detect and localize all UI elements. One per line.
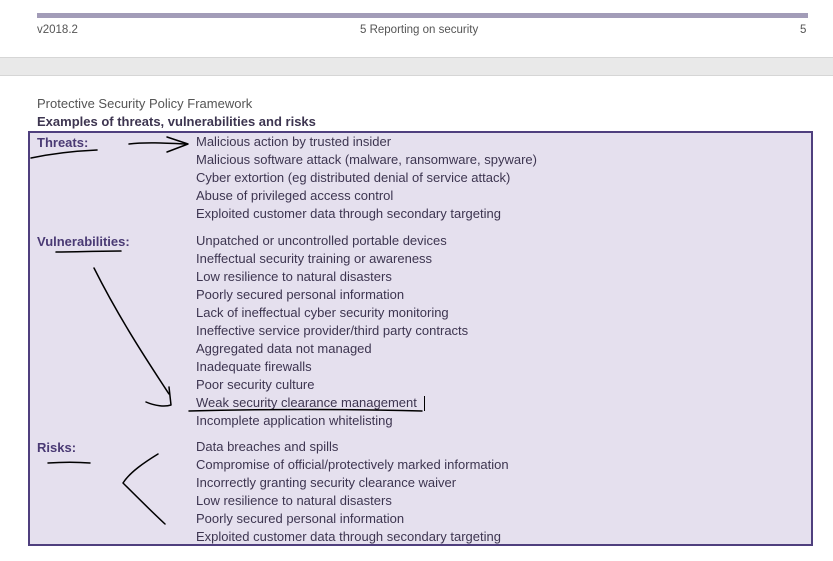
- list-item: Exploited customer data through secondary targeting: [196, 529, 501, 544]
- list-item: Incomplete application whitelisting: [196, 413, 393, 428]
- version-label: v2018.2: [37, 24, 78, 36]
- threats-label: Threats:: [37, 135, 89, 150]
- page-number: 5: [800, 24, 807, 36]
- page-break-band: [0, 57, 833, 76]
- list-item: Cyber extortion (eg distributed denial of service attack): [196, 170, 511, 185]
- risks-label: Risks:: [37, 440, 77, 455]
- list-item: Ineffectual security training or awareness: [196, 251, 433, 266]
- list-item: Poor security culture: [196, 377, 315, 392]
- list-item: Data breaches and spills: [196, 439, 339, 454]
- list-item: Exploited customer data through secondary targeting: [196, 206, 501, 221]
- section-title: 5 Reporting on security: [360, 24, 479, 36]
- list-item: Abuse of privileged access control: [196, 188, 394, 203]
- list-item: Unpatched or uncontrolled portable devices: [196, 233, 447, 248]
- list-item: Ineffective service provider/third party contracts: [196, 323, 469, 338]
- risks-list: [196, 438, 509, 546]
- list-item: Malicious software attack (malware, ransomware, spyware): [196, 152, 537, 167]
- list-item: Lack of ineffectual cyber security monitoring: [196, 305, 449, 320]
- list-item: Poorly secured personal information: [196, 511, 405, 526]
- list-item: Inadequate firewalls: [196, 359, 312, 374]
- threats-list: [196, 133, 537, 223]
- document-subtitle: Examples of threats, vulnerabilities and risks: [37, 114, 316, 129]
- list-item: Malicious action by trusted insider: [196, 134, 392, 149]
- list-item: Low resilience to natural disasters: [196, 493, 392, 508]
- list-item: Low resilience to natural disasters: [196, 269, 392, 284]
- vulnerabilities-label: Vulnerabilities:: [37, 234, 130, 249]
- list-item: Compromise of official/protectively marked information: [196, 457, 509, 472]
- header-rule: [37, 13, 808, 18]
- list-item: Weak security clearance management: [196, 395, 417, 410]
- list-item: Poorly secured personal information: [196, 287, 405, 302]
- list-item: Incorrectly granting security clearance waiver: [196, 475, 457, 490]
- vulnerabilities-list: [196, 232, 468, 430]
- list-item: Aggregated data not managed: [196, 341, 372, 356]
- document-title: Protective Security Policy Framework: [37, 96, 253, 111]
